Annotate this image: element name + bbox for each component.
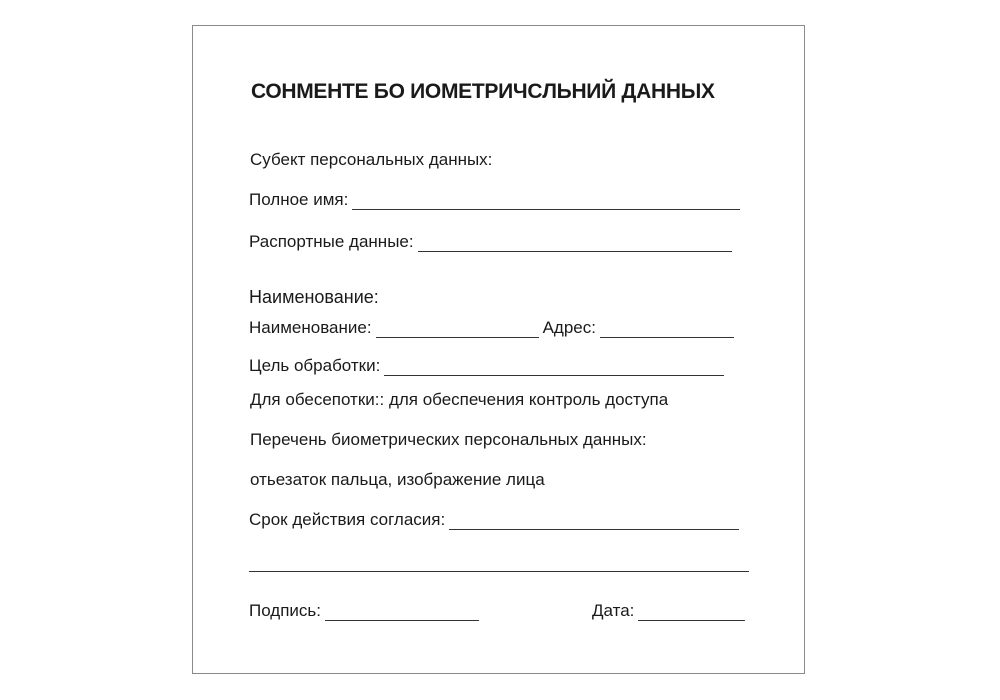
signature-row [249,601,479,621]
address-field[interactable] [600,319,734,338]
signature-label: Подпись: [249,601,322,620]
passport-field[interactable] [418,233,732,252]
validity-row [249,510,739,530]
date-label: Дата: [592,601,635,620]
purpose-text: Для обесепотки:: для обеспечения контроль доступа [250,390,669,409]
biometric-list-text: отьезаток пальца, изображение лица [250,470,545,489]
consent-form-document [192,25,805,674]
passport-label: Распортные данные: [249,232,414,251]
full-name-row [249,190,740,210]
purpose-label: Цель обработки: [249,356,381,375]
validity-field[interactable] [449,511,739,530]
biometric-list-label: Перечень биометрических персональных данных: [250,430,647,449]
form-title: СОНМЕНТЕ БО ИОМЕТРИЧCЛЬНИЙ ДАННЫХ [251,80,715,103]
full-name-field[interactable] [352,191,740,210]
subject-label: Субект персональных данных: [250,150,493,169]
passport-row [249,232,732,252]
date-field[interactable] [638,602,745,621]
purpose-field[interactable] [384,357,724,376]
name-address-row [249,318,734,338]
blank-line[interactable] [249,571,749,572]
operator-heading: Наименование: [249,287,379,307]
address-label: Адрес: [542,318,596,337]
validity-label: Срок действия согласия: [249,510,446,529]
signature-field[interactable] [325,602,479,621]
name-label: Наименование: [249,318,372,337]
full-name-label: Полное имя: [249,190,349,209]
purpose-row [249,356,724,376]
name-field[interactable] [376,319,539,338]
date-row [592,601,745,621]
